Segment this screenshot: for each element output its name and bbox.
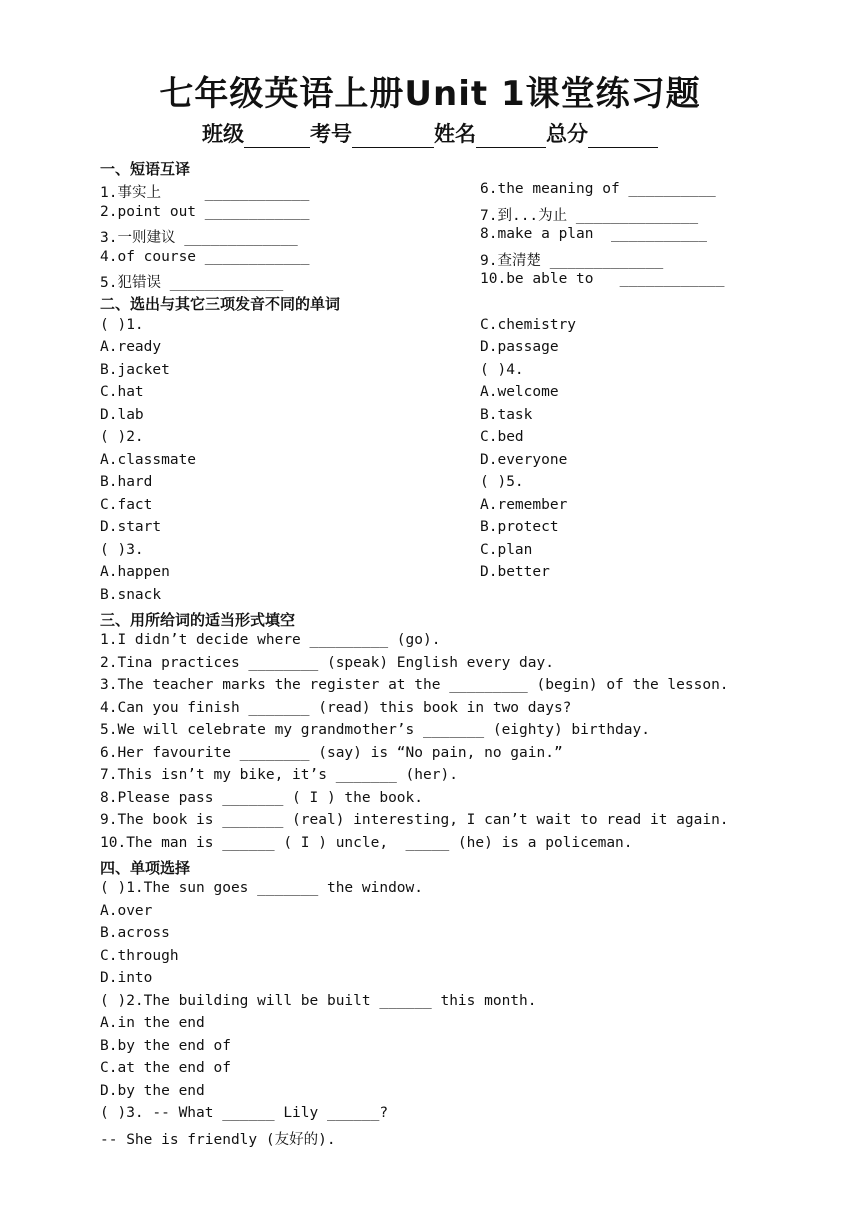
fill-blank-item: 4.Can you finish _______ (read) this book in two days? — [100, 700, 572, 716]
fill-blank-item: 1.I didn’t decide where _________ (go). — [100, 632, 441, 648]
fill-blank-item: 5.We will celebrate my grandmother’s _______ (eighty) birthday. — [100, 722, 650, 738]
option-line: C.plan — [480, 542, 533, 558]
score-blank — [588, 127, 658, 148]
option-line: B.protect — [480, 519, 559, 535]
section-heading-2: 二、选出与其它三项发音不同的单词 — [100, 295, 341, 313]
question-line: ( )5. — [480, 474, 524, 490]
option-line: C.fact — [100, 497, 153, 513]
option-line: C.hat — [100, 384, 144, 400]
fill-blank-item: 3.The teacher marks the register at the _________ (begin) of the lesson. — [100, 677, 729, 693]
option-line: D.by the end — [100, 1083, 205, 1099]
fill-blank-item: 2.Tina practices ________ (speak) English every day. — [100, 655, 554, 671]
question-line: ( )2. — [100, 429, 144, 445]
section-heading-3: 三、用所给词的适当形式填空 — [100, 611, 296, 629]
option-line: D.passage — [480, 339, 559, 355]
option-line: B.snack — [100, 587, 162, 603]
section-heading-1: 一、短语互译 — [100, 160, 191, 178]
class-blank — [244, 127, 310, 148]
phrase-item: 8.make a plan ___________ — [480, 226, 707, 242]
student-info-row — [0, 118, 860, 148]
option-line: A.in the end — [100, 1015, 205, 1031]
option-line: D.into — [100, 970, 153, 986]
option-line: D.everyone — [480, 452, 568, 468]
option-line: C.chemistry — [480, 317, 577, 333]
fill-blank-item: 9.The book is _______ (real) interesting, I can’t wait to read it again. — [100, 812, 729, 828]
fill-blank-item: 7.This isn’t my bike, it’s _______ (her). — [100, 767, 458, 783]
question-line: ( )3. — [100, 542, 144, 558]
option-line: D.start — [100, 519, 162, 535]
phrase-item: 10.be able to ____________ — [480, 271, 725, 287]
question-line: ( )2.The building will be built ______ this month. — [100, 993, 537, 1009]
question-line: ( )3. -- What ______ Lily ______? — [100, 1105, 389, 1121]
phrase-item: 6.the meaning of __________ — [480, 181, 716, 197]
option-line: A.happen — [100, 564, 170, 580]
option-line: B.hard — [100, 474, 153, 490]
option-line: C.bed — [480, 429, 524, 445]
option-line: A.classmate — [100, 452, 197, 468]
fill-blank-item: 6.Her favourite ________ (say) is “No pain, no gain.” — [100, 745, 563, 761]
option-line: A.welcome — [480, 384, 559, 400]
fill-blank-item: 10.The man is ______ ( I ) uncle, _____ (he) is a policeman. — [100, 835, 633, 851]
option-line: D.better — [480, 564, 550, 580]
section-heading-4: 四、单项选择 — [100, 859, 191, 877]
question-line: ( )4. — [480, 362, 524, 378]
phrase-item: 3.一则建议 _____________ — [100, 230, 298, 246]
option-line: A.over — [100, 903, 153, 919]
option-line: D.lab — [100, 407, 144, 423]
option-line: A.remember — [480, 497, 568, 513]
phrase-item: 7.到...为止 ______________ — [480, 208, 699, 224]
question-line: ( )1. — [100, 317, 144, 333]
score-label: 总分 — [546, 122, 588, 146]
name-label: 姓名 — [434, 122, 476, 146]
phrase-item: 9.查清楚 _____________ — [480, 253, 664, 269]
option-line: A.ready — [100, 339, 162, 355]
phrase-item: 5.犯错误 _____________ — [100, 275, 284, 291]
number-blank — [352, 127, 434, 148]
phrase-item: 2.point out ____________ — [100, 204, 310, 220]
option-line: C.at the end of — [100, 1060, 231, 1076]
question-line: ( )1.The sun goes _______ the window. — [100, 880, 424, 896]
name-blank — [476, 127, 546, 148]
option-line: B.jacket — [100, 362, 170, 378]
option-line: B.across — [100, 925, 170, 941]
worksheet-title: 七年级英语上册Unit 1课堂练习题 — [159, 74, 701, 114]
number-label: 考号 — [310, 122, 352, 146]
fill-blank-item: 8.Please pass _______ ( I ) the book. — [100, 790, 424, 806]
option-line: C.through — [100, 948, 179, 964]
phrase-item: 1.事实上 ____________ — [100, 185, 310, 201]
option-line: B.task — [480, 407, 533, 423]
class-label: 班级 — [202, 122, 244, 146]
dialogue-line: -- She is friendly (友好的). — [100, 1132, 336, 1148]
phrase-item: 4.of course ____________ — [100, 249, 310, 265]
option-line: B.by the end of — [100, 1038, 231, 1054]
